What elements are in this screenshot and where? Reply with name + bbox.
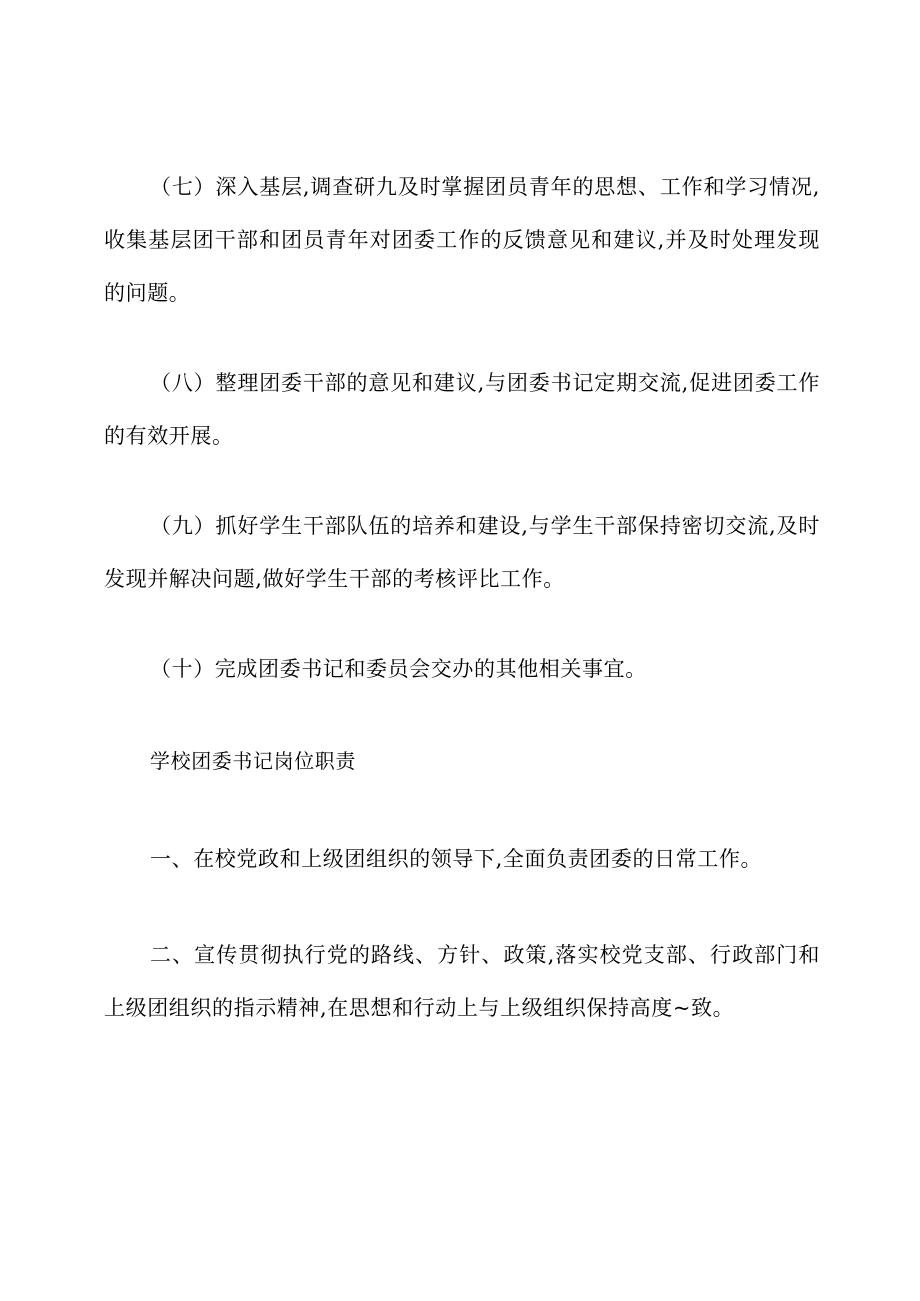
duty-item-1: 一、在校党政和上级团组织的领导下,全面负责团委的日常工作。: [150, 847, 763, 871]
paragraph-item-8: （八）整理团委干部的意见和建议,与团委书记定期交流,促进团委工作的有效开展。: [104, 371, 820, 448]
section-title: 学校团委书记岗位职责: [150, 749, 356, 773]
paragraph-item-10: （十）完成团委书记和委员会交办的其他相关事宜。: [150, 657, 647, 681]
paragraph-item-9: （九）抓好学生干部队伍的培养和建设,与学生干部保持密切交流,及时发现并解决问题,做好学生干部的考核评比工作。: [104, 514, 820, 591]
paragraph-item-7: （七）深入基层,调查研九及时掌握团员青年的思想、工作和学习情况,收集基层团干部和团员青年对团委工作的反馈意见和建议,并及时处理发现的问题。: [104, 175, 820, 305]
duty-item-2: 二、宣传贯彻执行党的路线、方针、政策,落实校党支部、行政部门和上级团组织的指示精神,在思想和行动上与上级组织保持高度~致。: [104, 943, 820, 1020]
